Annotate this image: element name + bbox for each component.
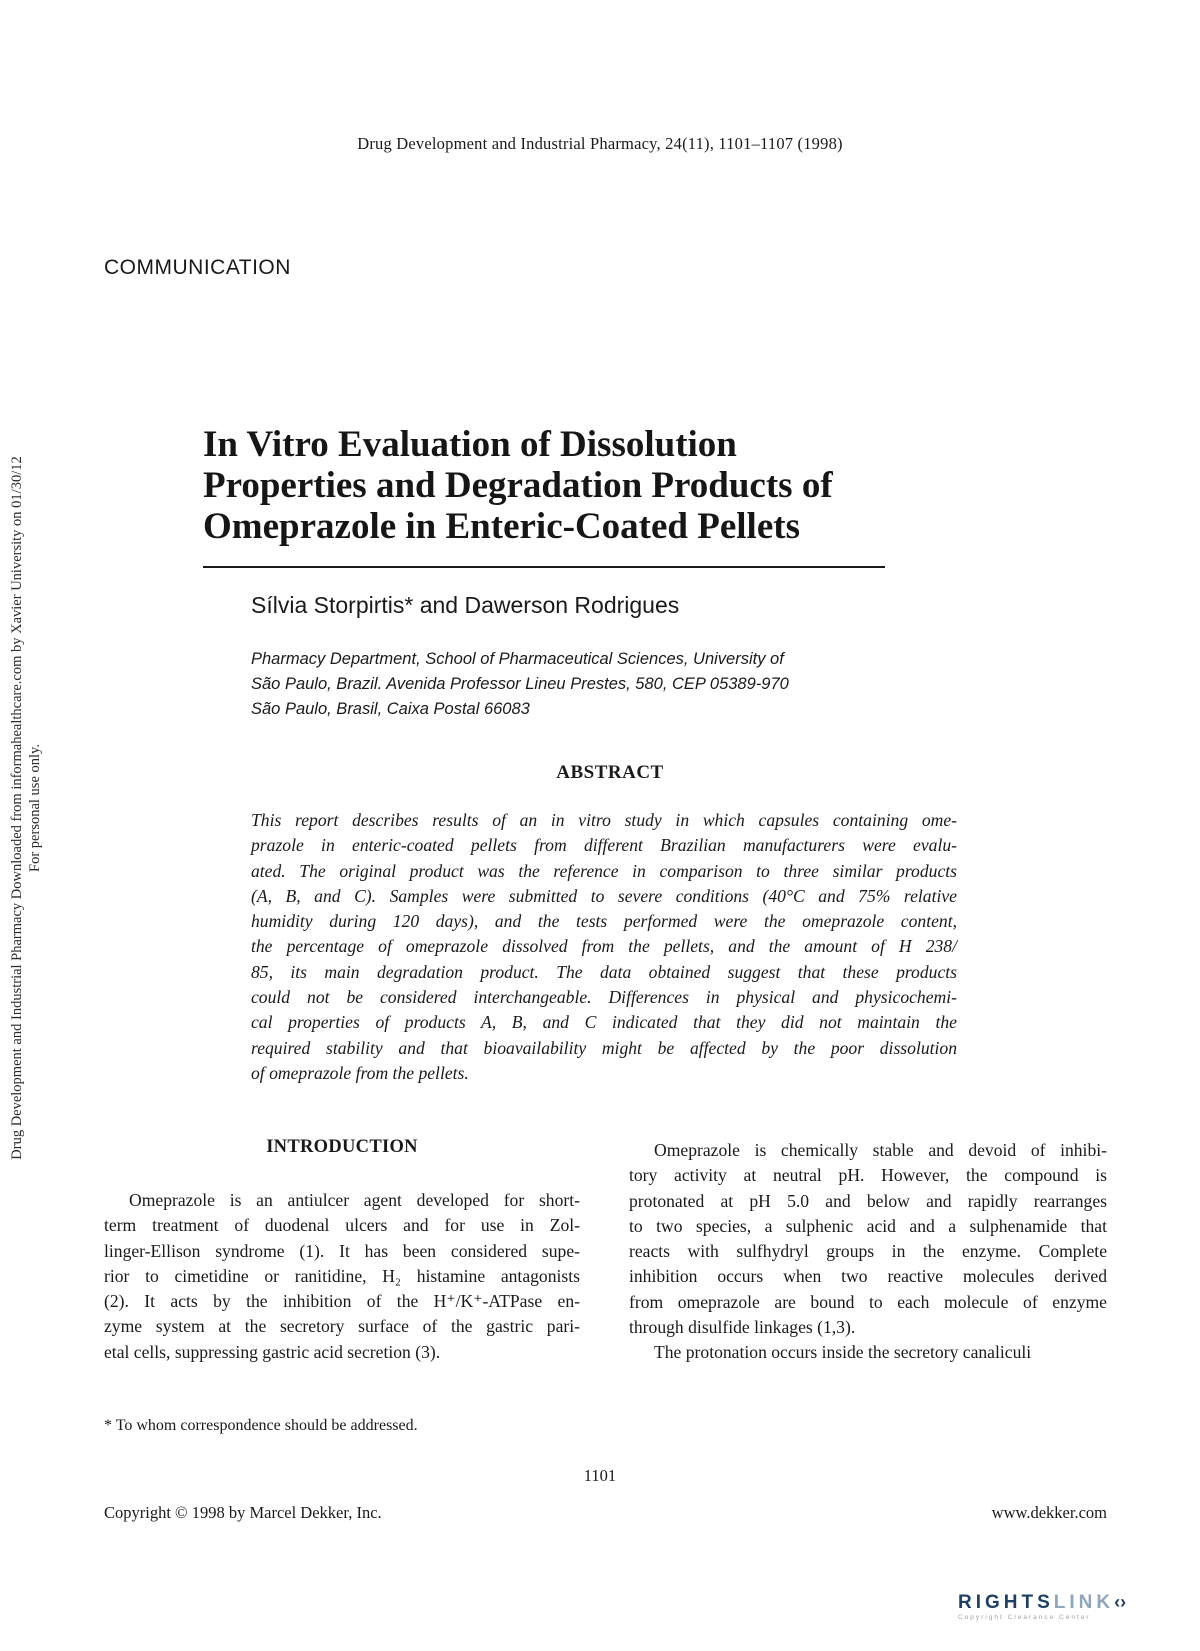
journal-citation: Drug Development and Industrial Pharmacy, 24(11), 1101–1107 (1998) [357,134,843,153]
rightslink-arrows-icon: ‹› [1114,1592,1127,1612]
intro-line: through disulfide linkages (1,3). [629,1317,856,1338]
intro-left-column [104,1188,580,1365]
abstract-line: of omeprazole from the pellets. [251,1062,469,1083]
section-type: COMMUNICATION [104,256,291,279]
rightslink-wordmark [958,1592,1163,1614]
abstract-line: (A, B, and C). Samples were submitted to severe conditions (40°C and 75% relative [251,885,957,906]
affiliation-line: São Paulo, Brazil. Avenida Professor Lineu Prestes, 580, CEP 05389-970 [251,675,789,693]
rightslink-subtitle: Copyright Clearance Center [958,1614,1091,1621]
abstract-line: required stability and that bioavailability might be affected by the poor dissolution [251,1037,957,1058]
intro-right-column [629,1138,1107,1366]
rightslink-word-dark: RIGHTS [958,1592,1054,1613]
intro-line: (2). It acts by the inhibition of the H⁺/K⁺-ATPase en- [104,1291,580,1312]
intro-line: etal cells, suppressing gastric acid secretion (3). [104,1341,441,1362]
article-title [203,424,903,547]
abstract-line: the percentage of omeprazole dissolved from the pellets, and the amount of H 238/ [251,936,957,957]
abstract-line: could not be considered interchangeable. Differences in physical and physicochemi- [251,987,957,1008]
title-line: In Vitro Evaluation of Dissolution [203,424,737,465]
intro-line: from omeprazole are bound to each molecule of enzyme [629,1291,1107,1312]
title-line: Properties and Degradation Products of [203,465,833,506]
introduction-heading: INTRODUCTION [266,1137,418,1157]
side-watermark [8,398,44,1218]
abstract-line: prazole in enteric-coated pellets from different Brazilian manufacturers were evalu- [251,835,957,856]
intro-line: tory activity at neutral pH. However, the compound is [629,1165,1107,1186]
publisher-website[interactable]: www.dekker.com [991,1503,1107,1522]
rightslink-word-light: LINK [1053,1592,1115,1613]
abstract-body [251,808,957,1086]
side-watermark-line2: For personal use only. [27,744,43,872]
intro-line: protonated at pH 5.0 and below and rapidly rearranges [629,1190,1107,1211]
intro-line: inhibition occurs when two reactive molecules derived [629,1266,1107,1287]
affiliation-line: Pharmacy Department, School of Pharmaceutical Sciences, University of [251,650,784,668]
title-rule [203,566,885,568]
intro-line: reacts with sulfhydryl groups in the enzyme. Complete [629,1241,1107,1262]
intro-line: The protonation occurs inside the secretory canaliculi [654,1342,1032,1363]
abstract-heading-text: ABSTRACT [556,762,664,783]
abstract-line: ated. The original product was the reference in comparison to three similar products [251,860,957,881]
copyright-notice: Copyright © 1998 by Marcel Dekker, Inc. [104,1503,382,1522]
intro-line: zyme system at the secretory surface of the gastric pari- [104,1316,580,1337]
title-line: Omeprazole in Enteric-Coated Pellets [203,506,800,547]
abstract-line: This report describes results of an in vitro study in which capsules containing ome- [251,810,957,830]
intro-line: term treatment of duodenal ulcers and for use in Zol- [104,1215,580,1236]
rightslink-logo[interactable] [958,1592,1163,1636]
affiliation-line: São Paulo, Brasil, Caixa Postal 66083 [251,700,530,718]
side-watermark-line1: Drug Development and Industrial Pharmacy Downloaded from informahealthcare.com by Xavier University on 01/30/12 [9,456,25,1160]
intro-line: linger-Ellison syndrome (1). It has been considered supe- [104,1240,580,1261]
abstract-line: 85, its main degradation product. The data obtained suggest that these products [251,961,957,982]
affiliation [251,647,891,722]
authors: Sílvia Storpirtis* and Dawerson Rodrigues [251,592,680,618]
abstract-heading [0,762,1200,784]
intro-line: rior to cimetidine or ranitidine, H₂ histamine antagonists [104,1265,580,1286]
intro-line: to two species, a sulphenic acid and a sulphenamide that [629,1215,1107,1236]
abstract-line: humidity during 120 days), and the tests performed were the omeprazole content, [251,911,957,932]
abstract-line: cal properties of products A, B, and C indicated that they did not maintain the [251,1012,957,1033]
intro-line: Omeprazole is chemically stable and devoid of inhibi- [654,1140,1107,1160]
intro-line: Omeprazole is an antiulcer agent developed for short- [129,1190,580,1210]
page-number: 1101 [583,1466,617,1485]
footnote: * To whom correspondence should be addressed. [104,1417,418,1434]
